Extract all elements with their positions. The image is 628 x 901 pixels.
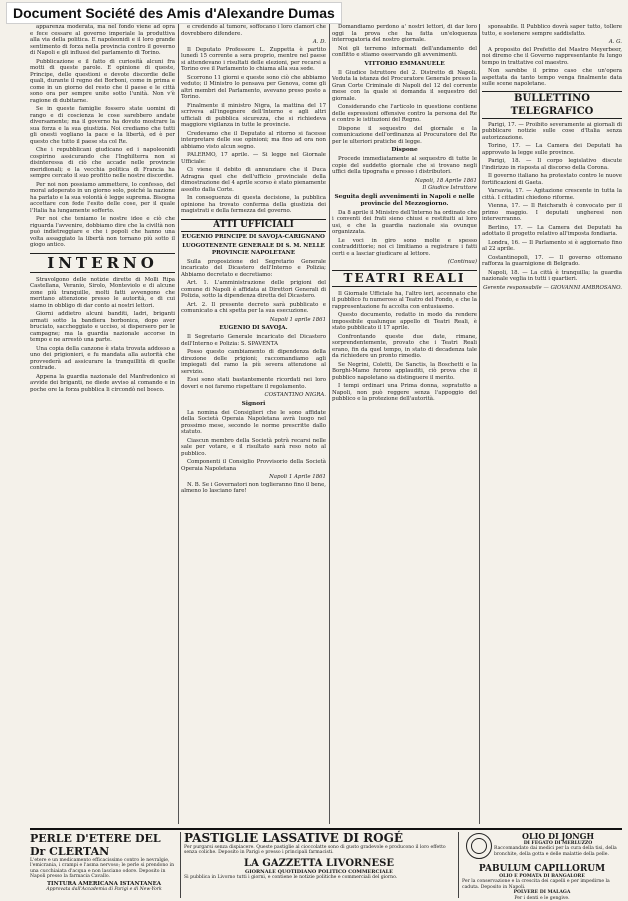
ad-pastiglie-roge bbox=[184, 832, 454, 898]
column-1 bbox=[30, 24, 175, 824]
columns bbox=[30, 24, 622, 824]
col3-para: Procede immediatamente al sequestro di tutte le copie del suddetto giornale che si trovano negli uffici della tipografia e presso i distributori. bbox=[332, 156, 477, 175]
col3-para: Considerando che l'articolo in questione contiene delle espressioni offensive contro la persona del Re e contro le istituzioni del Regno. bbox=[332, 104, 477, 123]
signature: Il Giudice Istruttore bbox=[422, 185, 477, 191]
ad-text: L'etere e un medicamento efficacissimo contro le nevralgie, l'emicrania, i crampi e l'asma nervoso; le perle si prendono in una cucchiaiata d'acqua e non lasciano odore. Deposito in Napoli presso la farmacia Cavallo. bbox=[30, 858, 175, 880]
atti-subheading: EUGENIO PRINCIPE DI SAVOJA-CARIGNANO bbox=[182, 233, 325, 240]
col2-para: Il Segretario Generale incaricato del Dicastero dell'Interno e Polizia: S. SPAVENTA bbox=[181, 334, 326, 347]
place-date: Napoli 1 Aprile 1861 bbox=[269, 474, 326, 480]
col1-para: apparenza moderata, ma nel fondo viene ad opra e fece cessare al governo imperiale la produttiva alla via della politica. E napoleonidi e il loro grande sentimento di forza nella provincia contro il governo di Napoli e gli influssi del parlamento di Torino. bbox=[30, 24, 175, 56]
col1-para: Per noi non possiamo ammettere, lo confesso, del moral adoperato in un giorno solo, poiché la nazione ha parlato e la sua volontà è legge suprema. Bisogna accettare con fede l'esito delle cose, per il quale l'Italia ha lungamente sofferto. bbox=[30, 181, 175, 214]
signature: A. G. bbox=[608, 39, 622, 45]
article-heading: Seguita degli avvenimenti in Napoli e nelle provincie del Mezzogiorno. bbox=[334, 193, 475, 207]
col3-para: Se Negrini, Coletti, De Sanctis, la Boschetti e la Borghi-Mamo furono applauditi, ciò prova che il pubblico napoletano sa distinguere il merito. bbox=[332, 361, 477, 381]
col3-para: Domandiamo perdono a' nostri lettori, di dar loro oggi la prova che ha fatta un'eloquenza interrogatoria del nostro giornale. bbox=[332, 24, 477, 43]
telegram-item: Parigi, 17. — Proibito severamente ai giornali di pubblicare notizie sulle cose d'Italia senza autorizzazione. bbox=[482, 121, 622, 141]
col2-para: Finalmente il ministro Nigra, la mattina del 17 scriveva all'ingegnere dell'Interno e agli altri ufficiali di pubblica sicurezza, che si richiedeva maggiore vigilanza in tutte le provincie. bbox=[181, 102, 326, 128]
col2-para: In conseguenza di questa decisione, la pubblica opinione ha trovato conferma della giustizia dei magistrati e della fermezza del governo. bbox=[181, 195, 326, 214]
col3-para: Noi gli terremo informati dell'andamento del conflitto e stiamo osservando gli avvenimenti. bbox=[332, 45, 477, 58]
col4-para: A proposito del Prefetto del Mastro Meyerbeer, noi diremo che il Governo rappresentante fu lungo tempo in trattative col maestro. bbox=[482, 46, 622, 66]
col2-para: Essi sono stati bastantemente ricordati nei loro doveri e noi faremo rispettare il regolamento. bbox=[181, 377, 326, 390]
seal-inner bbox=[471, 838, 487, 854]
watermark-banner: Document Société des Amis d'Alexandre Dumas bbox=[6, 2, 342, 24]
col2-para: e credendo al tumore, soffocano i loro clamori che dovrebbero difendere. bbox=[181, 24, 326, 37]
col1-para: Pubblicazione e il fatto di curiosità alcuni fra motti di queste parole. E opinione di queste, Principe, delle questioni e devote discordie delle quali, durante il regno dei Borboni, come in prima e come in un giorno del resto che il paese e le città sono ora per sempre unite sotto l'unità. Non v'è ragione di dubitarne. bbox=[30, 58, 175, 104]
ad-gazzetta-title: LA GAZZETTA LIVORNESE bbox=[244, 857, 394, 869]
signori-heading: Signori bbox=[241, 400, 266, 407]
ad-text: Per la conservazione e la crescita dei capelli e per impedirne la caduta. Deposito in Napoli. bbox=[462, 879, 610, 890]
telegram-item: Berlino, 17. — La Camera dei Deputati ha adottato il progetto relativo all'imposta fondiaria. bbox=[482, 224, 622, 237]
ad-perle-clertan bbox=[30, 832, 178, 898]
section-heading-atti-ufficiali: ATTI UFFICIALI bbox=[181, 219, 326, 232]
dateline: PALERMO, 17 aprile. — Si legge nel Giornale Ufficiale: bbox=[181, 152, 326, 165]
telegram-item: Torino, 17. — La Camera dei Deputati ha approvato la legge sulle province. bbox=[482, 143, 622, 156]
col4-para: Non sarebbe il primo caso che un'opera aspettata da tanto tempo venga finalmente data sulle scene napoletane. bbox=[482, 68, 622, 87]
ad-text: Raccomandato dai medici per la cura della tisi, della bronchite, della gotta e delle malattie della pelle. bbox=[494, 846, 617, 857]
advertisements-strip bbox=[30, 828, 622, 900]
col2-para: Posso questo cambiamento di dipendenza della direzione delle prigioni; raccomandiamo agli impiegati del ramo la più severa attenzione al servizio. bbox=[181, 349, 326, 375]
col2-para: Ci viene il debito di annunziare che il Duca Adragna quel che dell'ufficio provinciale della dimostrazione del 4 aprile scorso è stato pienamente assolto dalla Corte. bbox=[181, 167, 326, 193]
section-heading-interno: INTERNO bbox=[30, 253, 175, 273]
ad-subtitle: DI FEGATO DI MERLUZZO bbox=[523, 841, 593, 846]
atti-subheading-2: LUOGOTENENTE GENERALE DI S. M. NELLE PROVINCIE NAPOLETANE bbox=[182, 242, 325, 256]
telegram-item: Parigi, 18. — Il corpo legislativo discute l'indirizzo in risposta al discorso della Corona. bbox=[482, 158, 622, 171]
ad-subtitle-2: POLVERE DI MALAGA bbox=[513, 890, 571, 896]
col1-para: Per noi che teniamo le nostre idee e ciò che riguarda l'avvenire, dobbiamo dire che la civiltà non può indietreggiare e che i popoli che hanno una volta assaggiato la libertà non tornano più sotto il giogo antico. bbox=[30, 216, 175, 248]
col1-para: Se in queste famiglie fossero state uomini di rango e di coscienza le cose sarebbero andate diversamente; ma il governo ha dovuto mostrare la sua forza e la sua giustizia. Noi crediamo che tutti gli onesti vogliano la pace e la libertà, ed è per questo che tutto il paese sta col Re. bbox=[30, 106, 175, 145]
col2-para: La nomina dei Consiglieri che le sono affidate della Società Operaia Napoletana avrà luogo nel prossimo mese, secondo le norme prescritte dallo statuto. bbox=[181, 409, 326, 435]
ad-divider bbox=[180, 832, 181, 898]
col2-para: Art. 2. Il presente decreto sarà pubblicato e comunicato a chi spetta per la sua esecuzione. bbox=[181, 301, 326, 314]
telegram-item: Il governo italiano ha protestato contro le nuove fortificazioni di Gaeta. bbox=[482, 173, 622, 186]
ad-title: PERLE D'ETERE DEL Dr CLERTAN bbox=[30, 832, 161, 858]
column-2 bbox=[181, 24, 326, 824]
col2-para: Ciascun membro della Società potrà recarsi nelle sale per votare, e il risultato sarà reso noto al pubblico. bbox=[181, 437, 326, 457]
col4-para: sponsabile. Il Pubblico dovrà saper tutto, tollere tutto, e sostenere sempre saddisfatto. bbox=[482, 24, 622, 37]
place-date: Napoli 1 aprile 1861 bbox=[269, 316, 326, 323]
column-divider bbox=[479, 24, 480, 824]
ad-gazzetta-sub: GIORNALE QUOTIDIANO POLITICO COMMERCIALE bbox=[245, 868, 393, 875]
signature: COSTANTINO NIGRA. bbox=[264, 392, 326, 398]
decree-signature: EUGENIO DI SAVOJA. bbox=[219, 325, 288, 331]
interno-para: Appena la guardia nazionale del Manfredonico si avvide dei briganti, ne diede avviso al comando e in poche ore la forza pubblica li circondò nel bosco. bbox=[30, 373, 175, 393]
ad-pabulum bbox=[462, 864, 622, 901]
col3-para: Il Giudice Istruttore del 2. Distretto di Napoli. Veduta la istanza del Procuratore Generale presso la Gran Corte Criminale di Napoli del 12 del corrente mese con la quale si domanda il sequestro del giornale. bbox=[332, 69, 477, 102]
col3-para: Questo documento, redatto in modo da rendere impossibile qualunque appello di Teatri Reali, è stato pubblicato il 17 aprile. bbox=[332, 312, 477, 331]
column-3 bbox=[332, 24, 477, 824]
place-date: Napoli, 18 Aprile 1861 bbox=[414, 177, 477, 184]
col1-para: Che i repubblicani giudicano ed i napoleonidi cospirino assicurando che l'Inghilterra non si disinteressa di ciò che accade nelle provincie meridionali; e la vecchia politica di Francia ha sempre cercato il suo profitto nelle nostre discordie. bbox=[30, 147, 175, 179]
ad-title: PASTIGLIE LASSATIVE DI ROGÉ bbox=[184, 831, 403, 845]
ad-text: Per purgarsi senza dispiacere. Queste pastiglie al cioccolatte sono di gusto gradevole e producono il loro effetto senza coliche. Deposito in Parigi e presso i principali farmacisti. bbox=[184, 845, 446, 856]
col3-para: Le voci in giro sono molte e spesso contraddittorie; noi ci limitiamo a registrare i fatti certi e a lasciar giudicare al lettore. bbox=[332, 237, 477, 257]
ad-title: PABULUM CAPILLORUM bbox=[478, 864, 606, 874]
gerente-responsabile: Gerente responsabile — GIOVANNI AMBROSANO. bbox=[483, 284, 622, 291]
column-divider bbox=[178, 24, 179, 824]
ad-title: OLIO DI JONGH bbox=[521, 831, 594, 841]
telegram-item: Londra, 16. — Il Parlamento si è aggiornato fino al 22 aprile. bbox=[482, 239, 622, 252]
telegram-item: Napoli, 18. — La città è tranquilla; la guardia nazionale veglia in tutti i quartieri. bbox=[482, 269, 622, 282]
col2-para: Il Deputato Professore L. Zuppetta è partito lunedì 15 corrente a sera proprio, mentre nel paese si attendevano i risultati delle elezioni, per recarsi a Torino ove il Parlamento lo chiama alla sua sede. bbox=[181, 46, 326, 72]
newspaper-page bbox=[30, 2, 622, 901]
col3-para: Da 8 aprile il Ministro dell'Interno ha ordinato che i conventi dei frati sieno chiusi e restituiti ai loro usi, e che la guardia nazionale sia ovunque organizzata. bbox=[332, 209, 477, 235]
col2-para: Art. 1. L'amministrazione delle prigioni del comune di Napoli è affidata ai Direttori Generali di Polizia, sotto la dipendenza diretta del Dicastero. bbox=[181, 280, 326, 299]
col2-para: Sulla proposizione del Segretario Generale incaricato del Dicastero dell'Interno e Polizia; Abbiamo decretato e decretiamo: bbox=[181, 258, 326, 278]
section-heading-teatri-reali: TEATRI REALI bbox=[332, 270, 477, 287]
ad-subtitle: OLIO E POMATA DI BANGALORE bbox=[499, 874, 585, 879]
col3-para: Dispone il sequestro del giornale e la comunicazione dell'ordinanza al Procuratore del Re per le ulteriori pratiche di legge. bbox=[332, 125, 477, 145]
col2-para: Credevamo che il Deputato al ritorno si facesse interpretare delle sue opinioni; ma fino ad ora non abbiamo visto alcun segno. bbox=[181, 130, 326, 150]
seal-logo bbox=[466, 833, 492, 859]
col2-para: Componenti il Consiglio Provvisorio della Società Operaia Napoletana bbox=[181, 459, 326, 472]
col2-para: Scorrono 11 giorni e queste sono ciò che abbiamo veduto; il Ministro lo pensava per Genova, come gli altri membri del Parlamento, avevano preso posto a Torino. bbox=[181, 74, 326, 100]
column-4 bbox=[482, 24, 622, 824]
col3-para: I tempi ordinari una Prima donna, sopratutto a Napoli, non può reggere senza l'appoggio del pubblico e la protezione dell'autorità. bbox=[332, 383, 477, 402]
telegram-item: Costantinopoli, 17. — Il governo ottomano rafforza la guarnigione di Belgrado. bbox=[482, 254, 622, 267]
col3-para: Il Giornale Ufficiale ha, l'altro ieri, accennato che il pubblico fu numeroso al Teatro del Fondo, e che la rappresentazione fu accolta con entusiasmo. bbox=[332, 290, 477, 310]
signature: A. D. bbox=[312, 39, 326, 45]
ad-subtitle: TINTURA AMERICANA ISTANTANEA bbox=[46, 880, 162, 887]
interno-para: Una copia della canzone è stata trovata addosso a uno dei prigionieri, e fu mandata alla autorità che provvederà ad assicurare la tranquillità di quelle contrade. bbox=[30, 345, 175, 371]
telegram-item: Varsavia, 17. — Agitazione crescente in tutta la città. I cittadini chiedono riforme. bbox=[482, 188, 622, 201]
interno-para: Stravolgono delle notizie dirette di Molli Ripa Castellana, Veranio, Sirolo, Monteviolo e di alcune zone più tranquille, molti fatti avvengono che meritano attenzione presso le autorità, e di cui siamo in obbligo di dar conto ai nostri lettori. bbox=[30, 276, 175, 309]
col2-para: N. B. Se i Governatori non toglieranno fino il bene, almeno lo lasciano fare! bbox=[181, 481, 326, 494]
section-heading-bullettino: BULLETTINO TELEGRAFICO bbox=[482, 91, 622, 119]
col3-para: Confrontando queste due date, rimane, sorprendentemente, provato che i Teatri Reali erano, fin da quel tempo, in stato di decadenza tale da richiedere un pronto rimedio. bbox=[332, 333, 477, 359]
ad-text: Si pubblica in Livorno tutti i giorni, e contiene le notizie politiche e commerciali del giorno. bbox=[184, 875, 398, 881]
ad-subtitle-2: Approvata dall'Accademia di Parigi e di New-York bbox=[46, 887, 162, 893]
telegram-item: Vienna, 17. — Il Reichsrath è convocato per il primo maggio. I deputati ungheresi non interverranno. bbox=[482, 203, 622, 222]
column-divider bbox=[329, 24, 330, 824]
continua-note: (Continua) bbox=[447, 259, 477, 265]
ad-text-2: Per i denti e le gengive. bbox=[514, 895, 570, 901]
interno-para: Giorni addietro alcuni banditi, ladri, briganti armati sotto la bandiera borbonica, dopo aver bruciato, saccheggiato e ucciso, si dispersero per le campagne; ma la guardia nazionale accorse in tempo e ne arrestò una parte. bbox=[30, 311, 175, 343]
vittorio-heading: VITTORIO EMMANUELE bbox=[364, 60, 445, 67]
dispone-heading: Dispone bbox=[391, 147, 418, 153]
ad-divider bbox=[458, 832, 459, 898]
